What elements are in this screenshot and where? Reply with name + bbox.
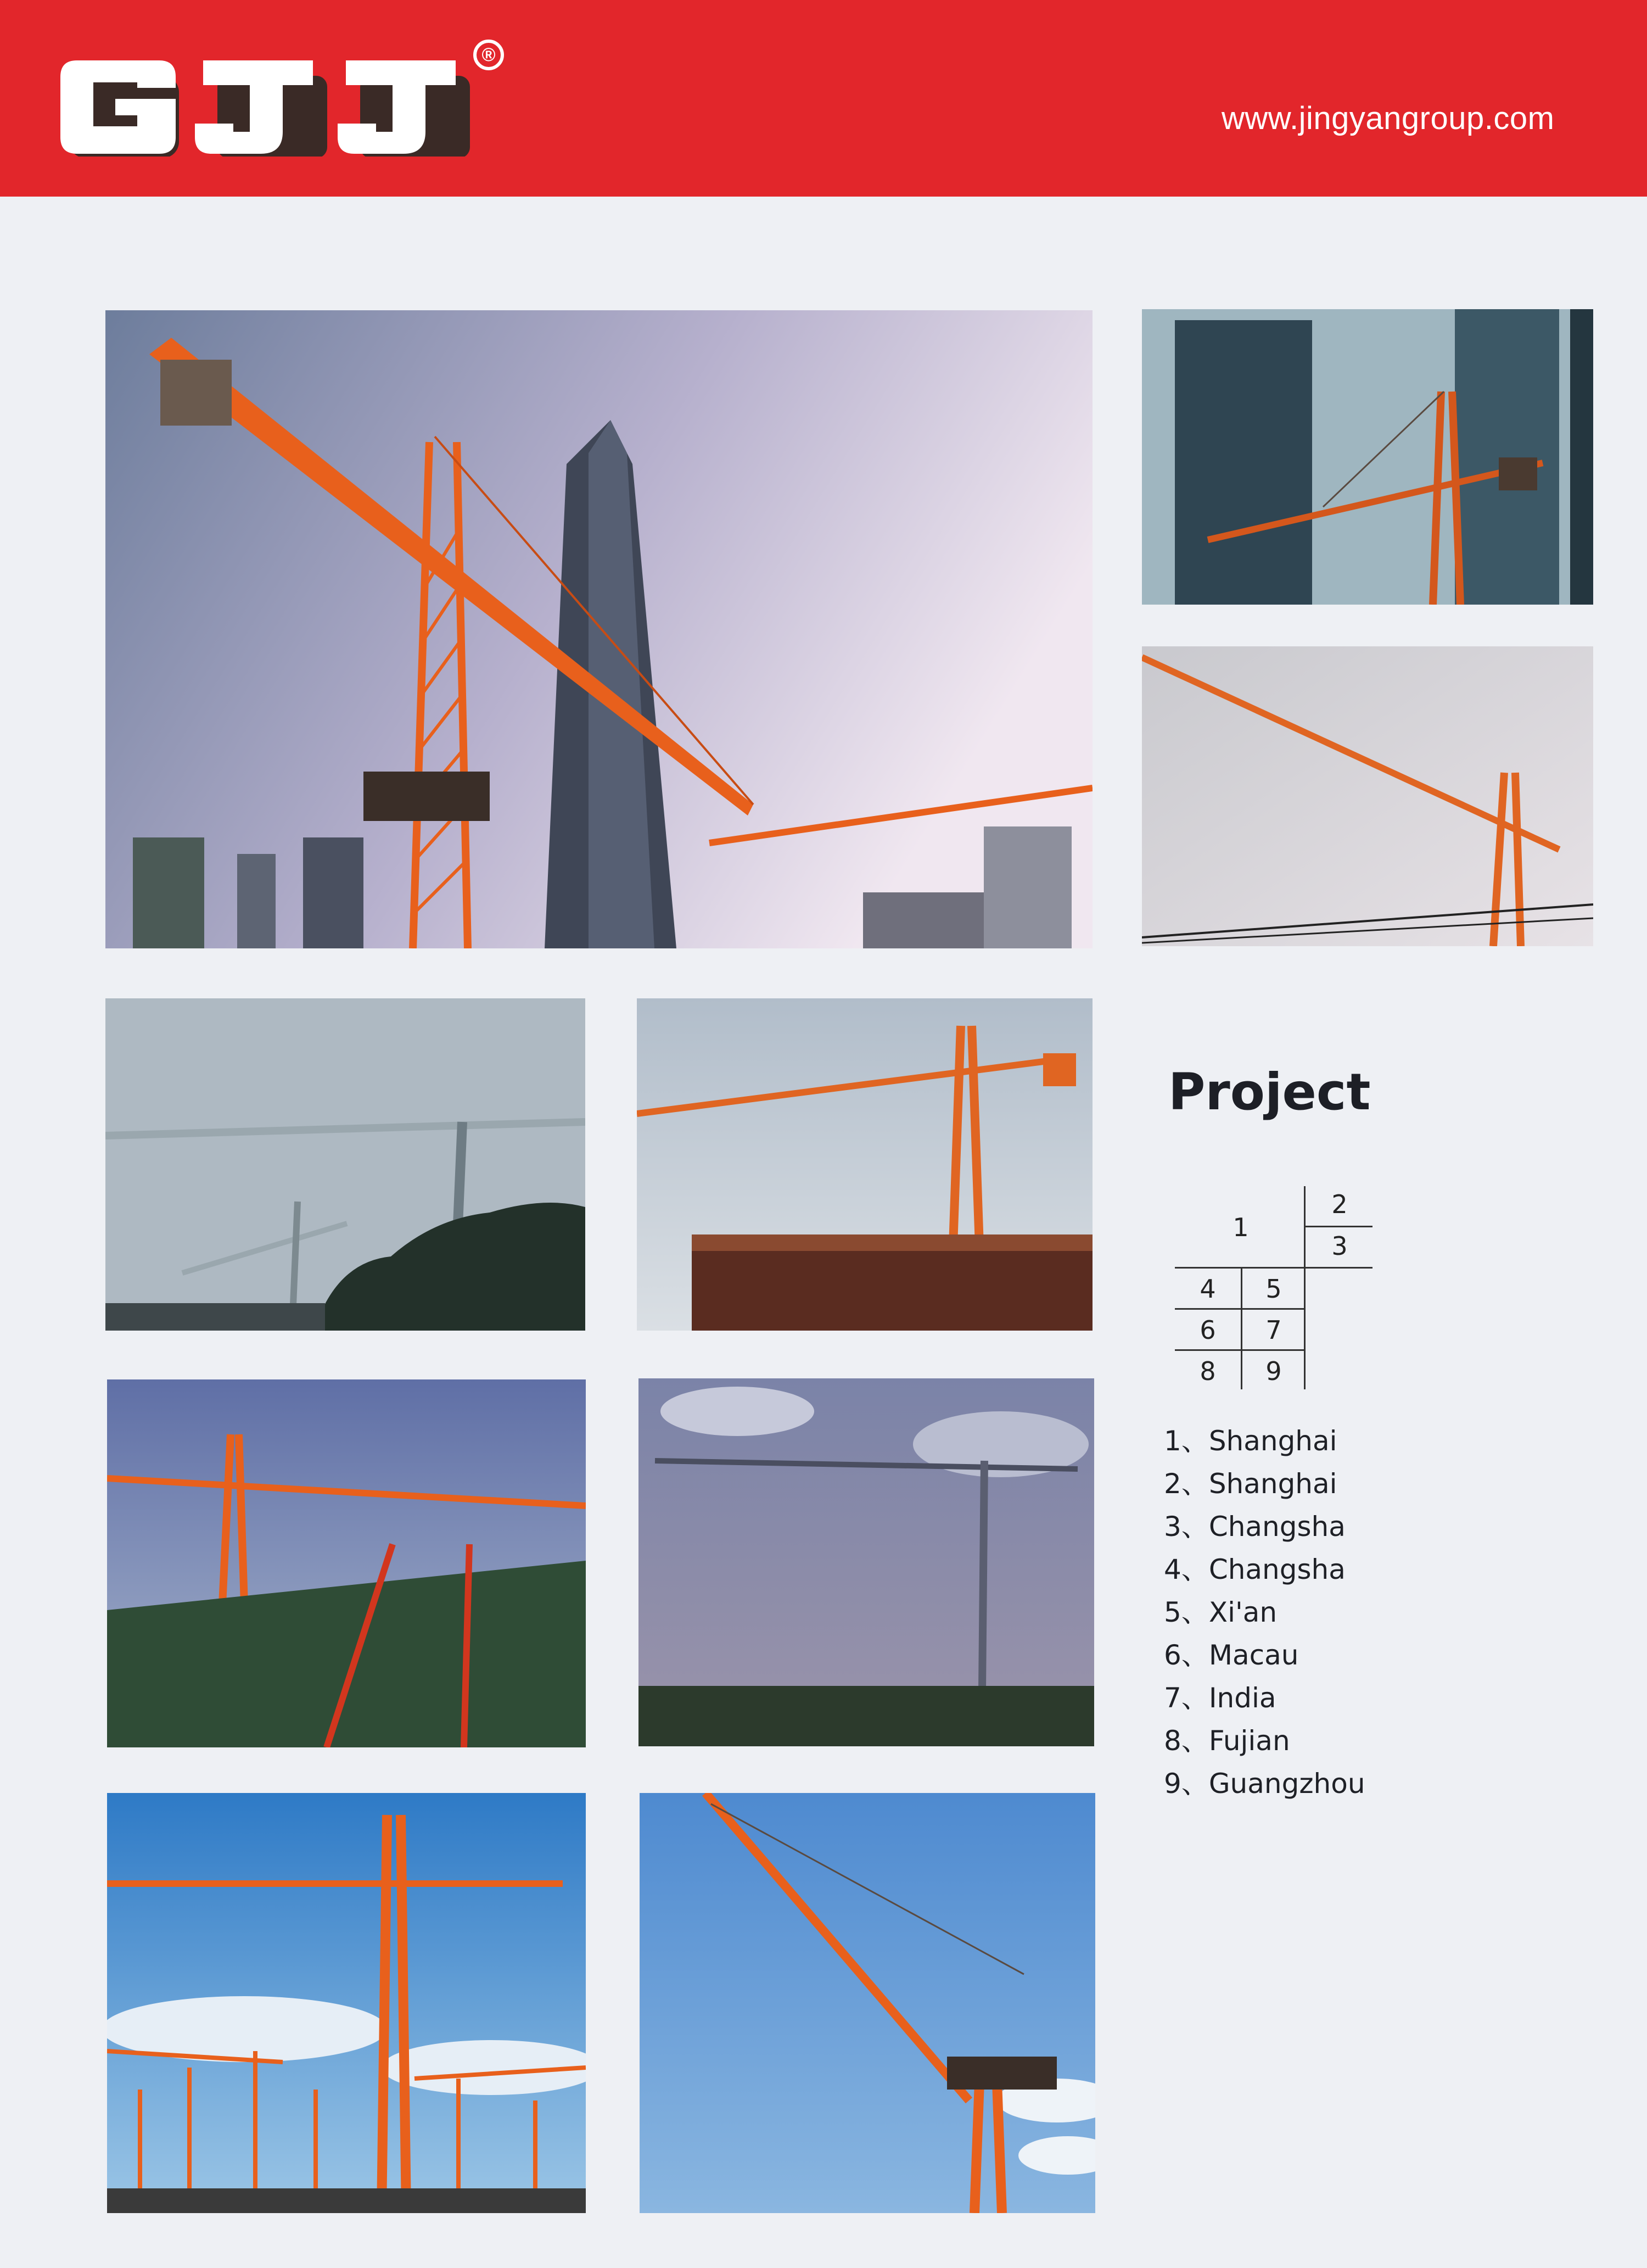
project-photo-6 (107, 1379, 586, 1747)
section-title: Project (1168, 1063, 1371, 1121)
gjj-logo (60, 60, 478, 157)
key-cell-5: 5 (1265, 1274, 1282, 1304)
key-cell-1: 1 (1233, 1213, 1249, 1242)
legend-item: 3、Changsha (1164, 1511, 1346, 1543)
legend-item: 1、Shanghai (1164, 1425, 1337, 1457)
legend-item: 8、Fujian (1164, 1725, 1290, 1757)
project-photo-5 (637, 998, 1093, 1331)
key-cell-7: 7 (1265, 1315, 1282, 1345)
key-line (1304, 1186, 1306, 1389)
project-photo-9 (640, 1793, 1095, 2213)
key-cell-8: 8 (1200, 1356, 1216, 1386)
legend-item: 9、Guangzhou (1164, 1768, 1365, 1800)
website-url[interactable]: www.jingyangroup.com (1222, 100, 1555, 136)
key-line (1306, 1226, 1372, 1227)
legend-item: 4、Changsha (1164, 1554, 1346, 1585)
key-line (1175, 1267, 1372, 1269)
project-photo-3 (1142, 646, 1593, 946)
registered-mark: ® (473, 40, 504, 70)
project-legend (1164, 1420, 1365, 1805)
legend-item: 6、Macau (1164, 1639, 1299, 1671)
project-photo-2 (1142, 309, 1593, 605)
key-cell-9: 9 (1265, 1356, 1282, 1386)
legend-item: 5、Xi'an (1164, 1596, 1278, 1628)
key-cell-4: 4 (1200, 1274, 1216, 1304)
key-cell-2: 2 (1331, 1189, 1348, 1219)
project-photo-7 (638, 1378, 1094, 1746)
legend-item: 2、Shanghai (1164, 1468, 1337, 1500)
key-line (1175, 1308, 1306, 1310)
project-photo-4 (105, 998, 585, 1331)
project-photo-8 (107, 1793, 586, 2213)
key-line (1175, 1349, 1306, 1351)
key-cell-3: 3 (1331, 1231, 1348, 1261)
key-line (1241, 1269, 1242, 1389)
header-band (0, 0, 1647, 197)
layout-key-grid (1175, 1186, 1372, 1389)
legend-item: 7、India (1164, 1682, 1276, 1714)
project-photo-1 (105, 310, 1093, 948)
key-cell-6: 6 (1200, 1315, 1216, 1345)
